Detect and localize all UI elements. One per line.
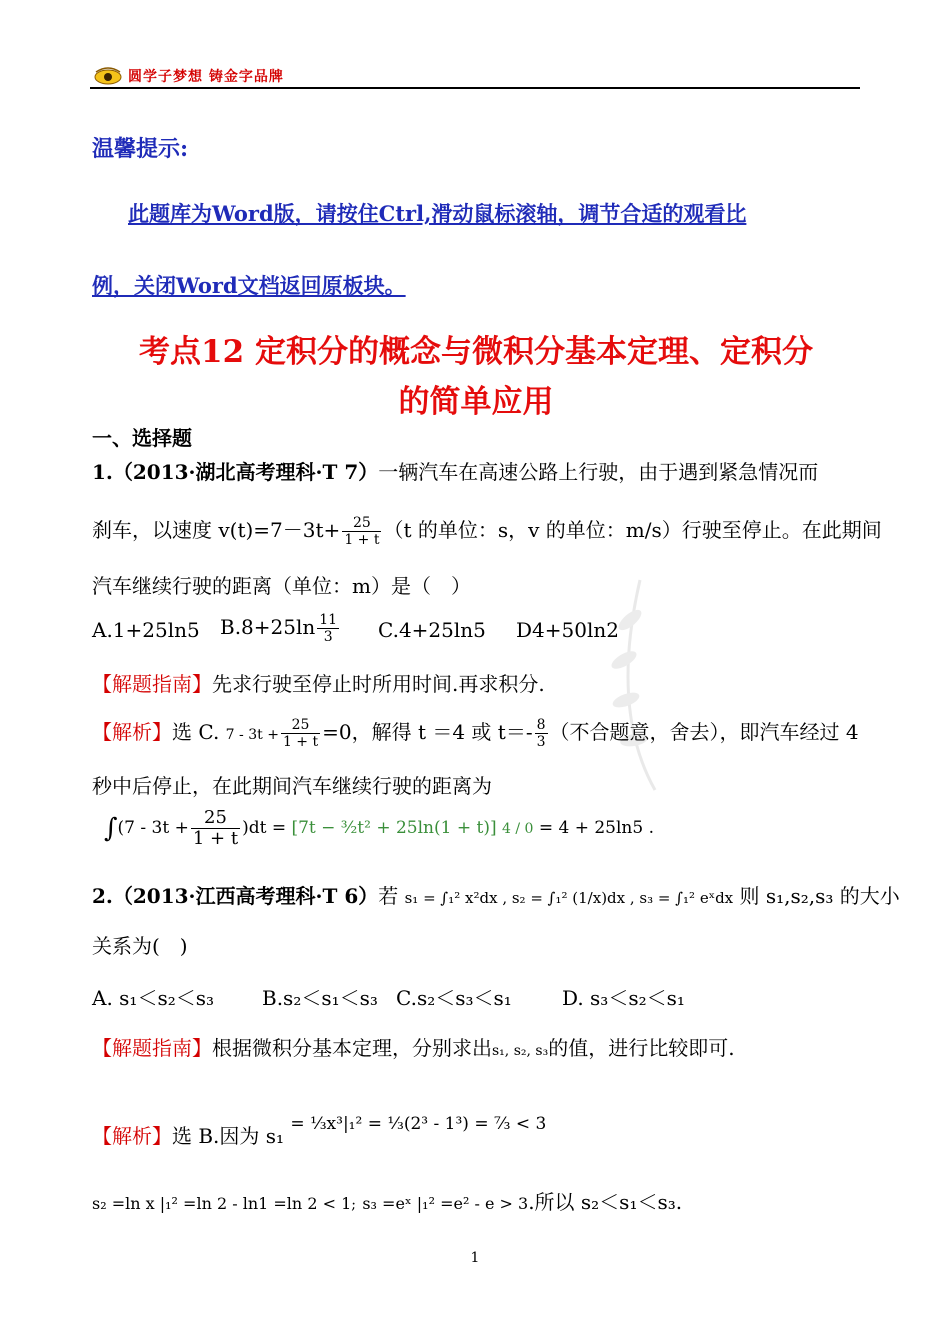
q1-option-d: D4+50ln2 bbox=[516, 618, 619, 642]
q2-guide-variables: s₁, s₂, s₃ bbox=[492, 1043, 549, 1059]
q2-option-d: D. s₃＜s₂＜s₁ bbox=[562, 986, 685, 1010]
brand-logo-icon bbox=[92, 66, 124, 86]
q1-solution-fraction: $\frac{25}{1 + t}$ bbox=[282, 717, 319, 750]
header-slogan: 圆学子梦想 铸金字品牌 bbox=[128, 69, 284, 85]
q2-solution-line-1: 【解析】选 B.因为 s₁ $^{= \frac{1}{3}x^3|_1^2 = \frac{1}{3}(2^3 - 1^3) = ^7⁄_3 < 3}$ bbox=[92, 1114, 547, 1148]
q1-option-c: C.4+25ln5 bbox=[378, 618, 486, 642]
watermark-laurel-icon bbox=[600, 560, 710, 800]
q2-solution-line-2: s₂ =ln x |₁² =ln 2 - ln1 =ln 2 < 1; s₃ =eˣ |₁² =e² - e > 3.所以 s₂＜s₁＜s₃. bbox=[92, 1190, 683, 1214]
q1-stem-line-3: 汽车继续行驶的距离（单位：m）是（ ） bbox=[92, 574, 471, 598]
q1-text-a: 一辆汽车在高速公路上行驶，由于遇到紧急情况而 bbox=[378, 460, 819, 484]
q1-guide bbox=[92, 668, 545, 697]
q1-guide-text: 先求行驶至停止时所用时间.再求积分. bbox=[212, 672, 545, 696]
q1-guide-tag: 【解题指南】 bbox=[92, 672, 212, 696]
page-title-line-1: 考点12 定积分的概念与微积分基本定理、定积分 bbox=[139, 334, 813, 370]
q2-solution-s3-equation: s₃ =eˣ |₁² =e² - e > 3 bbox=[362, 1194, 529, 1213]
q2-solution-s1-equation: = ⅓x³|₁² = ⅓(2³ - 1³) = ⁷⁄₃ < 3 bbox=[290, 1114, 547, 1134]
tip-text-line-2[interactable]: 例，关闭Word文档返回原板块。 bbox=[92, 273, 406, 298]
q1-text-b1: 刹车，以速度 v(t)=7－3t+ bbox=[92, 518, 341, 542]
q1-velocity-fraction: $\frac{25}{1 + t}$ bbox=[344, 515, 380, 548]
page-title-line-2: 的简单应用 bbox=[398, 384, 554, 420]
q1-stem-line-1 bbox=[92, 456, 818, 485]
q1-stem-line-2 bbox=[92, 514, 882, 548]
q1-solution-tag: 【解析】 bbox=[92, 720, 172, 744]
q1-option-b-fraction: $\frac{11}{3}$ bbox=[319, 612, 338, 645]
q2-guide-tag: 【解题指南】 bbox=[92, 1036, 212, 1060]
q1-integral-limits: 4 / 0 bbox=[502, 821, 534, 837]
q1-text-b2: （t 的单位：s，v 的单位：m/s）行驶至停止。在此期间 bbox=[383, 518, 882, 542]
q2-option-a: A. s₁＜s₂＜s₃ bbox=[92, 986, 215, 1010]
q1-solution-line-2: 秒中后停止，在此期间汽车继续行驶的距离为 bbox=[92, 774, 492, 798]
integral-sign-icon: ∫ bbox=[104, 813, 118, 844]
header-rule bbox=[90, 87, 860, 89]
q1-integral-fraction: $\frac{25}{1 + t}$ bbox=[192, 807, 239, 849]
q1-source: 1.（2013·湖北高考理科·T 7） bbox=[92, 460, 379, 484]
q1-solution-fraction-2: $\frac{8}{3}$ bbox=[536, 717, 546, 750]
q2-solution-s2-equation: s₂ =ln x |₁² =ln 2 - ln1 =ln 2 < 1 bbox=[92, 1194, 352, 1213]
q1-integral-result: = 4 + 25ln5 . bbox=[538, 818, 655, 838]
q2-solution-conclusion: .所以 s₂＜s₁＜s₃. bbox=[528, 1190, 683, 1214]
q2-option-c: C.s₂＜s₃＜s₁ bbox=[396, 986, 512, 1010]
q1-integral-antiderivative: [7t − ³⁄₂t² + 25ln(1 + t)] bbox=[291, 818, 497, 838]
tip-text-line-1[interactable]: 此题库为Word版，请按住Ctrl,滑动鼠标滚轴，调节合适的观看比 bbox=[128, 201, 747, 226]
section-heading: 一、选择题 bbox=[92, 426, 192, 450]
page-number: 1 bbox=[470, 1250, 480, 1266]
q1-integral-expression: ∫(7 - 3t + $\frac{25}{1 + t}$ )dt = [7t − ³⁄₂t² + 25ln(1 + t)] 4 / 0 = 4 + 25ln5 . bbox=[104, 807, 655, 849]
q1-option-a: A.1+25ln5 bbox=[92, 618, 200, 642]
tip-heading: 温馨提示: bbox=[92, 136, 189, 162]
q2-source: 2.（2013·江西高考理科·T 6） bbox=[92, 884, 379, 908]
q2-stem-line-2: 关系为( ) bbox=[92, 934, 188, 958]
q1-solution-line-1: 【解析】选 C. 7 - 3t + $\frac{25}{1 + t}$ =0，解得 t ＝4 或 t＝- $\frac{8}{3}$ （不合题意，舍去），即汽车经过 4 bbox=[92, 717, 859, 750]
q2-guide: 【解题指南】根据微积分基本定理，分别求出s₁, s₂, s₃的值，进行比较即可. bbox=[92, 1036, 735, 1060]
q2-solution-tag: 【解析】 bbox=[92, 1124, 172, 1148]
q2-stem-line-1: 2.（2013·江西高考理科·T 6）若 s₁ = ∫₁² x²dx , s₂ = ∫₁² (1/x)dx , s₃ = ∫₁² eˣdx 则 s₁,s₂,s₃ 的大小 bbox=[92, 884, 900, 908]
q1-option-b: B.8+25ln $\frac{11}{3}$ bbox=[220, 612, 338, 645]
q2-integral-definitions: s₁ = ∫₁² x²dx , s₂ = ∫₁² (1/x)dx , s₃ = ∫₁² eˣdx bbox=[404, 889, 734, 907]
q2-option-b: B.s₂＜s₁＜s₃ bbox=[262, 986, 378, 1010]
